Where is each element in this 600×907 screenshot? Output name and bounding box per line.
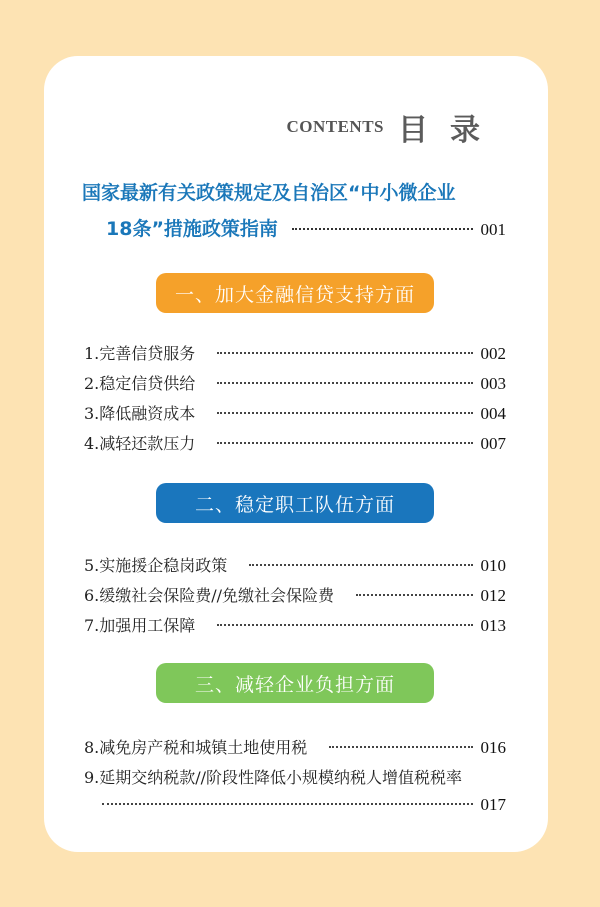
toc-entry-3[interactable] (84, 401, 506, 424)
dot-leader (217, 624, 472, 626)
contents-header (0, 105, 502, 149)
dot-leader (249, 564, 472, 566)
toc-entry-1[interactable] (84, 341, 506, 364)
toc-entry-8[interactable] (84, 735, 506, 758)
page-number: 002 (480, 344, 506, 363)
section-heading-burden: 三、减轻企业负担方面 (156, 663, 434, 703)
page-number: 001 (480, 220, 506, 239)
page-number: 016 (480, 738, 506, 757)
contents-title-zh: 目录 (398, 113, 502, 148)
toc-entry-label: 4.减轻还款压力 (84, 434, 196, 453)
dot-leader (217, 382, 472, 384)
toc-entry-9[interactable] (84, 765, 506, 788)
dot-leader (292, 228, 473, 230)
contents-title-en: CONTENTS (286, 117, 384, 136)
dot-leader (217, 412, 472, 414)
intro-title-line1: 国家最新有关政策规定及自治区“中小微企业 (82, 182, 456, 204)
contents-card (44, 56, 548, 852)
toc-entry-label: 9.延期交纳税款//阶段性降低小规模纳税人增值税税率 (84, 768, 463, 787)
toc-entry-label: 3.降低融资成本 (84, 404, 196, 423)
toc-entry-intro[interactable] (106, 214, 506, 241)
dot-leader (329, 746, 472, 748)
page-number: 012 (480, 586, 506, 605)
page-number: 017 (480, 795, 506, 814)
page-number: 004 (480, 404, 506, 423)
toc-entry-6[interactable] (84, 583, 506, 606)
dot-leader (102, 803, 473, 805)
toc-entry-label: 1.完善信贷服务 (84, 344, 196, 363)
toc-entry-label: 8.减免房产税和城镇土地使用税 (84, 738, 308, 757)
toc-entry-label: 5.实施援企稳岗政策 (84, 556, 228, 575)
toc-entry-4[interactable] (84, 431, 506, 454)
page-number: 013 (480, 616, 506, 635)
toc-entry-label: 6.缓缴社会保险费//免缴社会保险费 (84, 586, 335, 605)
toc-entry-9-continuation[interactable] (102, 795, 506, 815)
dot-leader (217, 352, 472, 354)
page-number: 007 (480, 434, 506, 453)
toc-entry-2[interactable] (84, 371, 506, 394)
toc-entry-label: 7.加强用工保障 (84, 616, 196, 635)
dot-leader (217, 442, 472, 444)
dot-leader (356, 594, 472, 596)
toc-entry-label: 2.稳定信贷供给 (84, 374, 196, 393)
section-heading-workforce: 二、稳定职工队伍方面 (156, 483, 434, 523)
page-number: 003 (480, 374, 506, 393)
page-number: 010 (480, 556, 506, 575)
intro-title-line2: 18条”措施政策指南 (106, 218, 278, 240)
toc-entry-5[interactable] (84, 553, 506, 576)
section-heading-finance: 一、加大金融信贷支持方面 (156, 273, 434, 313)
toc-entry-7[interactable] (84, 613, 506, 636)
